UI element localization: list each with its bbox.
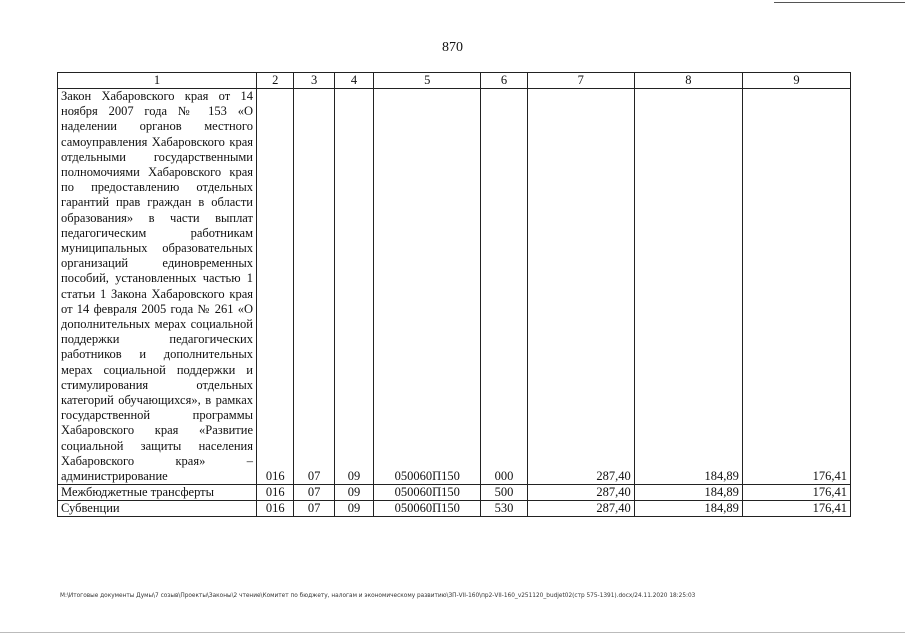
column-header: 6 [481, 73, 527, 89]
cell-amount-7: 287,40 [527, 89, 634, 485]
cell-amount-8: 184,89 [634, 485, 742, 501]
table-row [58, 89, 851, 485]
cell-target-article: 050060П150 [374, 501, 481, 517]
column-header: 8 [634, 73, 742, 89]
cell-amount-8: 184,89 [634, 89, 742, 485]
column-header: 1 [58, 73, 257, 89]
cell-section: 07 [294, 485, 334, 501]
row-description: Межбюджетные трансферты [58, 485, 257, 501]
cell-expense-type: 530 [481, 501, 527, 517]
column-header: 9 [742, 73, 850, 89]
column-header: 4 [334, 73, 373, 89]
top-edge-rule [774, 2, 905, 3]
row-description: Субвенции [58, 501, 257, 517]
cell-ministry-code: 016 [257, 485, 294, 501]
cell-amount-7: 287,40 [527, 485, 634, 501]
column-header: 7 [527, 73, 634, 89]
cell-amount-9: 176,41 [742, 501, 850, 517]
cell-subsection: 09 [334, 485, 373, 501]
budget-table [57, 72, 851, 517]
table-row [58, 485, 851, 501]
cell-subsection: 09 [334, 501, 373, 517]
column-header: 2 [257, 73, 294, 89]
cell-expense-type: 500 [481, 485, 527, 501]
cell-amount-7: 287,40 [527, 501, 634, 517]
page-number: 870 [442, 40, 463, 55]
column-number-row [58, 73, 851, 89]
cell-amount-9: 176,41 [742, 485, 850, 501]
cell-amount-8: 184,89 [634, 501, 742, 517]
cell-section: 07 [294, 501, 334, 517]
cell-target-article: 050060П150 [374, 485, 481, 501]
cell-ministry-code: 016 [257, 501, 294, 517]
cell-section: 07 [294, 89, 334, 485]
row-description: Закон Хабаровского края от 14 ноября 2007 года № 153 «О наделении органов местного самоуправления Хабаровского края отдельными государственными полномочиями Хабаровского края по предоставлению отдельных гарантий прав граждан в области образования» в части выплат педагогическим работникам муниципальных образовательных организаций единовременных пособий, установленных частью 1 статьи 1 Закона Хабаровского края от 14 февраля 2005 года № 261 «О дополнительных мерах социальной поддержки педагогических работников и дополнительных мерах социальной поддержки и стимулирования отдельных категорий обучающихся», в рамках государственной программы Хабаровского края «Развитие социальной защиты населения Хабаровского края» – администрирование [58, 89, 257, 485]
cell-amount-9: 176,41 [742, 89, 850, 485]
cell-ministry-code: 016 [257, 89, 294, 485]
document-path-footer: M:\Итоговые документы Думы\7 созыв\Проекты\Законы\2 чтение\Комитет по бюджету, налогам и экономическому развитию\ЗП-VII-160\пр2-VII-160_v251120_budjet02(стр 575-1391).docx/24.11.2020 18:25:03 [60, 593, 696, 599]
column-header: 3 [294, 73, 334, 89]
table-row [58, 501, 851, 517]
bottom-edge-rule [0, 632, 905, 633]
column-header: 5 [374, 73, 481, 89]
cell-target-article: 050060П150 [374, 89, 481, 485]
cell-subsection: 09 [334, 89, 373, 485]
cell-expense-type: 000 [481, 89, 527, 485]
